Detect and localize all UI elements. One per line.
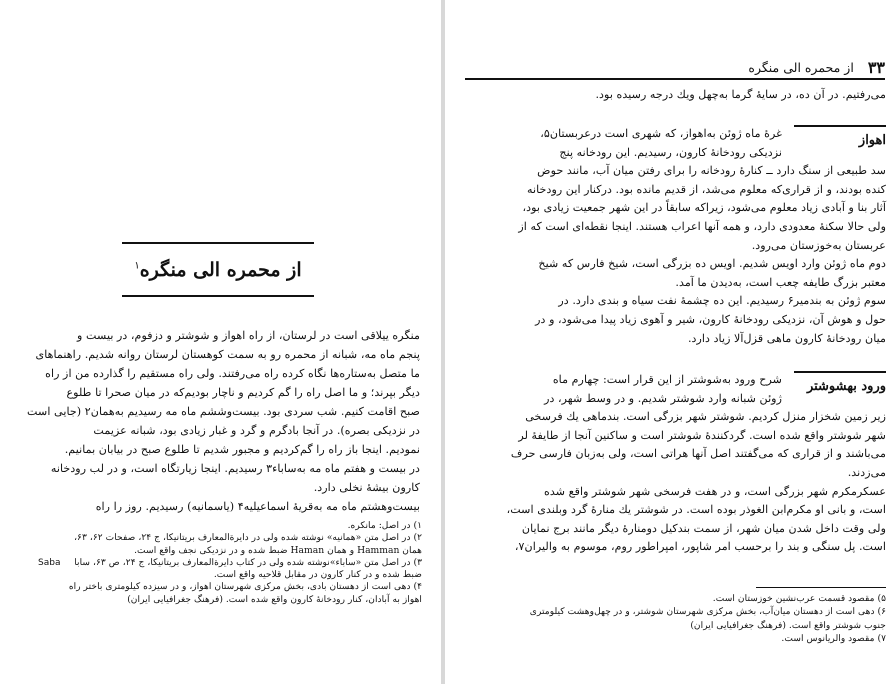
footnote-text: ۶) دهی است از دهستان میان‌آب، بخش مرکزی شهرستان شوشتر، و در چهل‌وهشت کیلومتری [529,606,886,618]
section-shushtar-text [465,371,886,557]
running-head-title: از محمره الی منگره [748,60,854,75]
footnote-latin [10,520,38,532]
chapter-title [134,259,301,281]
body-line: دیگر بپرند؛ و ما اصل راه را گم کردیم و ناچار بودیم‌که در میان صحرا تا طلوع [66,386,420,399]
body-line: حول و هوش آن، نزدیکی رودخانهٔ کارون، شیر و آهوی زیاد پیدا می‌شود، و در [535,312,886,326]
body-line: سد طبیعی از سنگ دارد ــ کنارهٔ رودخانه را برای رفتن میان آب، مانند حوض [537,164,886,178]
footnote-text: ۴) دهی است از دهستان بادی، بخش مرکزی شهرستان اهواز، و در سیزده کیلومتری باختر راه [68,581,422,593]
body-line: عسکرمکرم شهر بزرگی است، و در هفت فرسخی شهر شوشتر واقع شده [544,484,886,498]
footnote-rule [756,587,886,588]
right-footnotes [465,587,886,646]
body-line: دوم ماه ژوئن وارد اویس شدیم. اویس ده بزرگی است، شیخ فارس که شیخ [538,257,886,271]
footnote-text: همان Hamman و همان Haman ضبط شده و در نزدیکی نجف واقع است. [134,544,422,556]
body-line: شرح ورود به‌شوشتر از این قرار است: چهارم ماه [552,373,782,386]
footnote-line [10,557,422,569]
footnote-text: ۲) در اصل متن «همانیه» نوشته شده ولی در دایرةالمعارف بریتانیکا، ج ۲۴، صفحات ۶۲، ۶۳، [74,532,422,544]
body-line: کنده بودند، و از قراری‌که معلوم می‌شد، از قدیم مانده بود. درکنار این رودخانه [527,182,886,196]
body-line: ولی وقت داخل شدن میان شهر، از سمت بندکیل دومنارهٔ دیگر مانند برج نمایان [521,521,886,535]
body-line: است. پل سنگی و بند را برحسب امر شاپور، امپراطور روم، موسوم به والیران۷، [514,540,886,554]
footnote-latin: Saba [38,557,61,568]
body-line: سوم ژوئن به بندمیر۶ رسیدیم. این ده چشمهٔ نفت سیاه و بندی دارد. در [558,294,886,308]
footnote-text: ضبط شده و در کنار کارون در مقابل قلاحیه واقع است. [213,569,422,581]
body-line: کارون بیشهٔ نخلی دارد. [313,481,420,494]
chapter-title-text: از محمره الی منگره [139,258,302,281]
body-line: عربستان به‌خوزستان می‌رود. [751,238,886,252]
intro-text [465,86,886,105]
footnote-line [10,532,422,544]
footnote-line [10,594,422,606]
chapter-title-box [122,242,314,297]
body-line: شهر شوشتر واقع شده است. گردکنندهٔ شوشتر است و ساکنین آنجا از طایفهٔ لر [518,428,886,442]
body-line: ژوئن شبانه وارد شوشتر شدیم. و در وسط شهر، در [544,391,782,405]
footnote-text: ۱) در اصل: مانکره. [347,520,422,531]
left-page [0,0,441,684]
body-line: نزدیکی رودخانهٔ کارون، رسیدیم. این رودخانه پنج [559,145,782,159]
footnote-line [10,569,422,581]
body-line: صبح اقامت کنیم. شب سردی بود. بیست‌وششم ماه مه رسیدیم به‌همان۲ (جایی است [27,405,420,418]
body-line: می‌باشند و از قراری که می‌گفتند اصل آنها هراتی است، ولی به‌زبان فارسی حرف [510,447,886,461]
footnote-text: اهواز به آبادان، کنار رودخانهٔ کارون واقع شده است. (فرهنگ جغرافیایی ایران) [127,593,422,605]
section-ahvaz-text [465,125,886,348]
body-line: منگره ییلاقی است در لرستان، از راه اهواز و شوشتر و دزفوم، در بیست و [77,329,420,342]
footnote-line [10,520,422,532]
footnote-text: ۷) مقصود والریانوس است. [781,633,886,645]
body-line: است، و بانی او مکرم‌ابن الغوذر بوده است. در شوشتر یك منارهٔ گرد وبلندی است، [506,503,886,517]
running-head-rule [465,78,885,80]
footnote-latin [10,532,38,544]
body-line: ولی حالا سکنهٔ معدودی دارد، و همه آنها اعراب هستند. اینجا نقطه‌ای است که از [518,219,886,233]
left-footnotes [10,520,422,606]
body-line: در بیست و هفتم ماه مه به‌ساباء۳ رسیدیم. اینجا زیارتگاه است، و در لب رودخانه [50,462,420,475]
left-body-text [10,326,420,516]
chapter-title-footnote-mark: ۱ [134,260,140,272]
body-line: معتبر بزرگ طایفه چعب است، به‌دیدن ما آمد. [675,275,886,289]
body-line: غرهٔ ماه ژوئن به‌اهواز، که شهری است درعربستان۵، [540,127,782,140]
body-line: زیر زمین شخزار منزل کردیم. شوشتر شهر بزرگی است. بندماهی یك فرسخی [525,410,886,424]
section-heading-text: اهواز [858,133,886,148]
right-page [445,0,894,684]
footnote-latin [10,594,38,606]
body-line: آثار بنا و آبادی زیاد معلوم می‌شود، زیراکه سابقاً در این شهر جمعیت زیادی بود، [522,201,886,215]
footnote-line [10,545,422,557]
body-line: پنجم ماه مه، شبانه از محمره رو به سمت کوهستان لرستان روانه شدیم. راهنماهای [35,348,420,361]
body-line: بیست‌وهشتم ماه مه به‌قریهٔ اسماعیلیه۴ (یاسمانیه) رسیدیم. روز را راه [95,500,420,513]
footnote-text: ۳) در اصل متن «ساباء»نوشته شده ولی در کتاب دایرةالمعارف بریتانیکا، ج ۲۴، ص ۶۳، سابا [74,556,422,568]
footnote-latin [10,569,38,581]
body-line: می‌زدند. [847,465,886,479]
body-line: می‌رفتیم. در آن ده، در سایهٔ گرما به‌چهل ویك درجه رسیده بود. [595,88,886,101]
body-line: ما متصل به‌ستاره‌ها نگاه کرده راه می‌رفتند. ولی راه مستقیم را گذارده من از راه [45,367,420,380]
body-line: نمودیم. اینجا باز راه را گم‌کردیم و مجبور شدیم تا طلوع صبح در بیابان بمانیم. [64,443,420,456]
body-line: میان رودخانهٔ کارون ماهی قزل‌آلا زیاد دارد. [687,331,886,345]
page-number: ۳۳ [867,58,885,77]
footnote-text: جنوب شوشتر واقع است. (فرهنگ جغرافیایی ایران) [690,619,886,631]
section-heading-text: ورود بهشوشتر [806,379,886,394]
footnote-latin [10,581,38,593]
footnote-latin [10,545,38,557]
footnote-text: ۵) مقصود قسمت عرب‌نشین خوزستان است. [712,593,886,604]
body-line: در نزدیکی بصره). در آنجا بادگرم و گرد و غبار زیادی بود، شبانه عزیمت [93,424,420,437]
running-head [505,58,885,77]
footnote-line [10,581,422,593]
